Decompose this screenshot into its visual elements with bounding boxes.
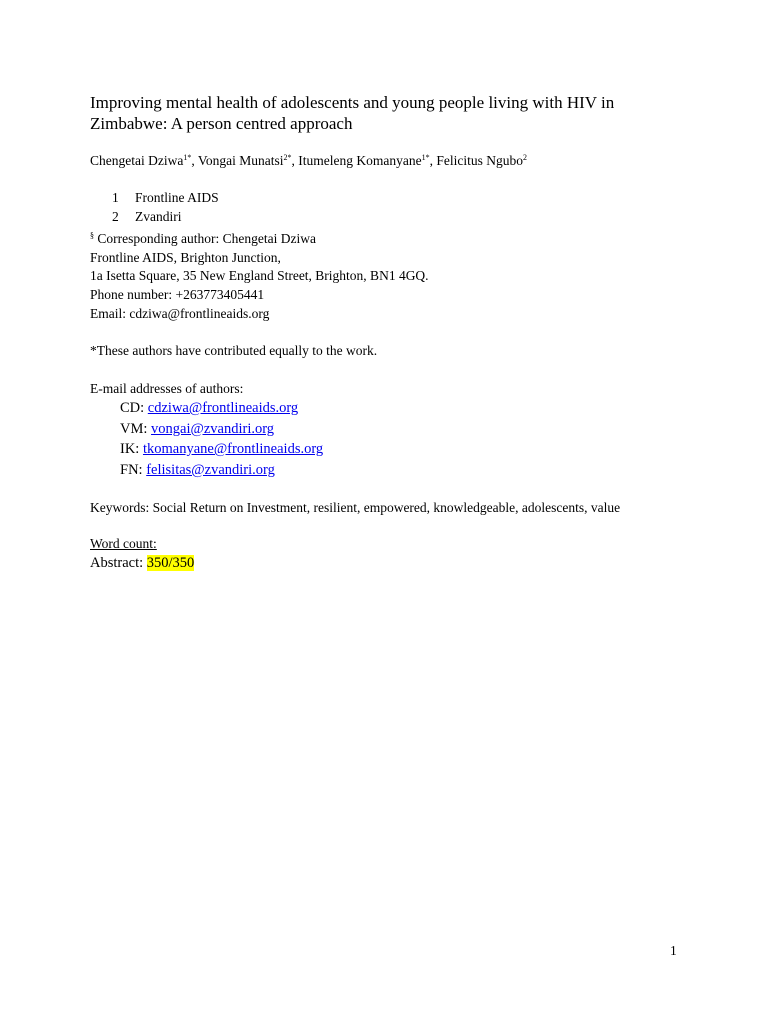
author-email-list xyxy=(120,398,323,480)
corresponding-email: Email: cdziwa@frontlineaids.org xyxy=(90,305,270,321)
email-prefix: IK: xyxy=(120,441,143,457)
paper-title: Improving mental health of adolescents and young people living with HIV in Zimbabwe: A person centred approach xyxy=(90,93,615,133)
email-link[interactable]: cdziwa@frontlineaids.org xyxy=(147,400,299,416)
corresponding-author-line xyxy=(90,230,429,249)
abstract-word-count xyxy=(90,553,194,573)
affiliation-number: 1 xyxy=(112,190,119,205)
corresponding-author-block xyxy=(90,230,429,323)
email-link[interactable]: vongai@zvandiri.org xyxy=(151,420,275,437)
author-email-row xyxy=(120,419,323,440)
author-name: Itumeleng Komanyane xyxy=(298,153,422,168)
author-affiliation-mark: 2 xyxy=(522,153,527,162)
author-name: Vongai Munatsi xyxy=(197,153,284,168)
affiliation-name: Zvandiri xyxy=(135,208,182,224)
section-mark: § xyxy=(90,231,94,240)
email-prefix: FN: xyxy=(120,461,147,478)
author-name: Chengetai Dziwa xyxy=(90,153,184,168)
affiliation-number: 2 xyxy=(112,208,119,224)
corresponding-phone: Phone number: +263773405441 xyxy=(90,287,265,303)
keywords-line: Keywords: Social Return on Investment, resilient, empowered, knowledgeable, adolescents, value xyxy=(90,500,621,515)
emails-heading: E-mail addresses of authors: xyxy=(90,381,244,396)
corresponding-author-text: Corresponding author: Chengetai Dziwa xyxy=(94,231,316,246)
affiliation-item xyxy=(112,189,219,208)
author-name: Felicitus Ngubo xyxy=(436,153,523,168)
email-prefix: VM: xyxy=(120,420,152,437)
abstract-label: Abstract: xyxy=(90,555,147,571)
author-affiliation-mark: 1* xyxy=(183,153,192,162)
affiliation-name: Frontline AIDS xyxy=(135,190,219,205)
page-number: 1 xyxy=(670,943,677,958)
word-count-colon: : xyxy=(153,536,157,551)
author-email-row xyxy=(120,460,323,481)
email-prefix: CD: xyxy=(120,400,148,416)
author-list xyxy=(90,152,527,171)
affiliation-item xyxy=(112,208,219,227)
author-separator: , xyxy=(291,153,299,168)
word-count-heading xyxy=(90,535,157,554)
corresponding-address: 1a Isetta Square, 35 New England Street, Brighton, BN1 4GQ. xyxy=(90,268,429,284)
author-separator: , xyxy=(429,153,437,168)
word-count-label: Word count xyxy=(90,536,154,551)
author-email-row xyxy=(120,439,323,460)
email-link[interactable]: felisitas@zvandiri.org xyxy=(146,461,275,478)
author-email-row xyxy=(120,398,323,419)
author-separator: , xyxy=(191,153,198,168)
corresponding-org: Frontline AIDS, Brighton Junction, xyxy=(90,249,281,265)
contribution-note: *These authors have contributed equally to the work. xyxy=(90,343,378,358)
affiliation-list xyxy=(112,189,219,226)
email-link[interactable]: tkomanyane@frontlineaids.org xyxy=(142,441,324,457)
abstract-count-highlight: 350/350 xyxy=(146,555,195,571)
author-affiliation-mark: 2* xyxy=(283,153,292,162)
author-affiliation-mark: 1* xyxy=(421,153,430,162)
